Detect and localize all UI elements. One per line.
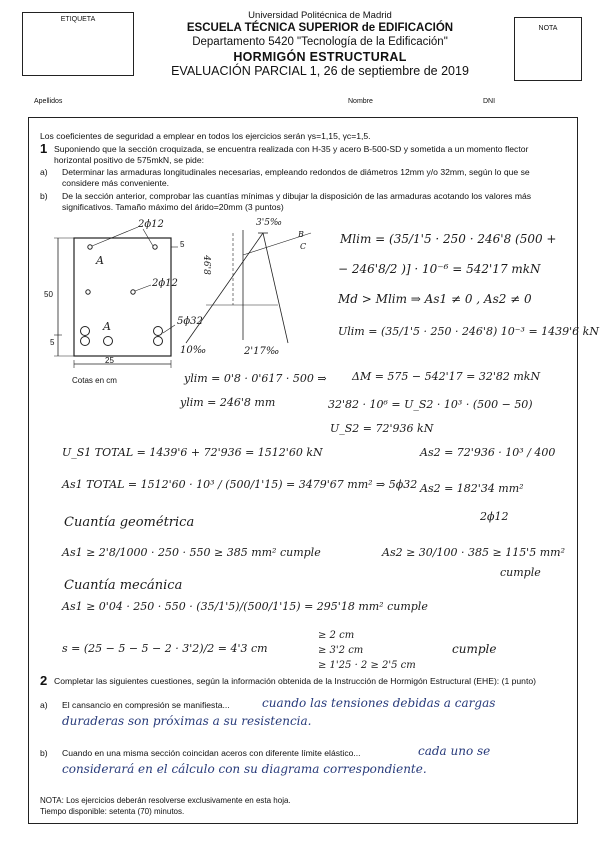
rebar-top-right — [153, 245, 157, 249]
q2-b-answer-2: considerará en el cálculo con su diagrama correspondiente. — [62, 762, 427, 776]
section-figure — [28, 215, 328, 385]
exam-title: EVALUACIÓN PARCIAL 1, 26 de septiembre de 2019 — [171, 64, 469, 78]
bar-top-label: 2ϕ12 — [138, 219, 164, 230]
university-name: Universidad Politécnica de Madrid — [248, 10, 392, 21]
cuantia-geometrica-title: Cuantía geométrica — [64, 515, 195, 530]
diagram-bottom-left: 10‰ — [180, 345, 207, 356]
rebar-bottom-2 — [81, 337, 90, 346]
q1-a-text: Determinar las armaduras longitudinales necesarias, empleando redondos de diámetros 12mm y/o 32mm, según lo que se considere más conveniente. — [62, 167, 530, 188]
spacing-cond-3: ≥ 1'25 · 2 ≥ 2'5 cm — [318, 660, 416, 671]
q2-a-label: a) — [40, 700, 48, 710]
calc-mlim-2: − 246'8/2 )] · 10⁻⁶ = 542'17 mkN — [338, 262, 541, 276]
diagram-b-label: B — [298, 230, 304, 239]
spacing-cond-2: ≥ 3'2 cm — [318, 645, 364, 656]
q2-b-text: Cuando en una misma sección coincidan aceros con diferente límite elástico... — [62, 748, 361, 758]
calc-us2-eq: 32'82 · 10⁶ = U_S2 · 10³ · (500 − 50) — [328, 398, 533, 411]
bar-bottom-label: 5ϕ32 — [177, 316, 203, 327]
rebar-bottom-1 — [81, 327, 90, 336]
etiqueta-label: ETIQUETA — [60, 16, 96, 23]
cuantia-mecanica-title: Cuantía mecánica — [64, 578, 183, 593]
nota-label: NOTA — [538, 25, 558, 32]
rebar-mid-left — [86, 290, 90, 294]
rebar-bottom-3 — [104, 337, 113, 346]
q1-statement: Suponiendo que la sección croquizada, se encuentra realizada con H-35 y acero B-500-SD y sometida a un momento flector horizontal positivo de 575mkN, se pide: — [54, 144, 529, 165]
rebar-top-left — [88, 245, 92, 249]
calc-as2-bars: 2ϕ12 — [480, 510, 509, 523]
subject-title: HORMIGÓN ESTRUCTURAL — [233, 50, 407, 64]
calc-ylim-2: ylim = 246'8 mm — [180, 396, 276, 409]
etiqueta-box — [22, 12, 134, 76]
calc-delta-m: ΔM = 575 − 542'17 = 32'82 mkN — [352, 370, 541, 383]
q1-b-text: De la sección anterior, comprobar las cuantías mínimas y dibujar la disposición de las armaduras acotando los valores más significativos. Tamaño máximo del árido=20mm (3 puntos) — [62, 191, 532, 212]
q2-number: 2 — [40, 673, 48, 688]
calc-spacing: s = (25 − 5 − 5 − 2 · 3'2)/2 = 4'3 cm — [62, 642, 268, 655]
diagram-c-label: C — [300, 242, 307, 251]
diagram-xlim-label: 46'8 — [200, 255, 211, 275]
q2-a-text: El cansancio en compresión se manifiesta... — [62, 700, 230, 710]
footer-time: Tiempo disponible: setenta (70) minutos. — [40, 807, 185, 816]
spacing-cond-1: ≥ 2 cm — [318, 630, 355, 641]
nombre-label: Nombre — [348, 98, 373, 105]
calc-geometric-as2: As2 ≥ 30/100 · 385 ≥ 115'5 mm² — [382, 546, 565, 559]
dim-50: 50 — [44, 290, 53, 299]
diagram-bottom-right: 2'17‰ — [244, 346, 280, 357]
calc-mechanic-as1: As1 ≥ 0'04 · 250 · 550 · (35/1'5)/(500/1'15) = 295'18 mm² cumple — [62, 600, 428, 613]
q2-a-answer-1: cuando las tensiones debidas a cargas — [262, 696, 496, 710]
q1-b-label: b) — [40, 191, 48, 201]
spacing-cumple: cumple — [452, 642, 497, 656]
cotas-label: Cotas en cm — [72, 376, 117, 385]
calc-ulim: Ulim = (35/1'5 · 250 · 246'8) 10⁻³ = 1439'6 kN — [338, 325, 599, 338]
bar-mid-label: 2ϕ12 — [152, 278, 178, 289]
calc-as2-value: As2 = 182'34 mm² — [420, 482, 524, 495]
dim-5-top: 5 — [180, 240, 185, 249]
q2-b-answer-1: cada uno se — [418, 744, 491, 758]
calc-geometric-cumple: cumple — [500, 566, 541, 579]
dim-25: 25 — [105, 356, 114, 365]
q1-number: 1 — [40, 141, 48, 156]
q2-a-answer-2: duraderas son próximas a su resistencia. — [62, 714, 312, 728]
school-name: ESCUELA TÉCNICA SUPERIOR de EDIFICACIÓN — [186, 22, 454, 34]
footer-note: NOTA: Los ejercicios deberán resolverse exclusivamente en esta hoja. — [40, 796, 291, 805]
calc-md-compare: Md > Mlim ⇒ As1 ≠ 0 , As2 ≠ 0 — [338, 292, 532, 306]
q1-a-label: a) — [40, 167, 48, 177]
department-name: Departamento 5420 "Tecnología de la Edificación" — [192, 36, 448, 48]
dni-label: DNI — [483, 98, 496, 105]
as1-label: A — [103, 320, 111, 333]
q2-b-label: b) — [40, 748, 48, 758]
q2-statement: Completar las siguientes cuestiones, según la información obtenida de la Instrucción de Hormigón Estructural (EHE): (1 punto) — [54, 676, 536, 686]
as2-label: A — [96, 254, 104, 267]
calc-as1-total: As1 TOTAL = 1512'60 · 10³ / (500/1'15) = 3479'67 mm² ⇒ 5ϕ32 — [62, 478, 418, 491]
rebar-bottom-4 — [154, 327, 163, 336]
nota-box — [514, 17, 582, 81]
apellidos-label: Apellidos — [34, 98, 63, 105]
rebar-mid-right — [131, 290, 135, 294]
calc-geometric-as1: As1 ≥ 2'8/1000 · 250 · 550 ≥ 385 mm² cumple — [62, 546, 321, 559]
calc-ylim-1: ylim = 0'8 · 0'617 · 500 ⇒ — [184, 372, 327, 385]
dim-5-bottom: 5 — [50, 338, 55, 347]
diagram-top-label: 3'5‰ — [256, 218, 283, 228]
safety-factors-text: Los coeficientes de seguridad a emplear en todos los ejercicios serán γs=1,15, γc=1,5. — [40, 131, 371, 141]
calc-as2: As2 = 72'936 · 10³ / 400 — [420, 446, 556, 459]
calc-mlim-1: Mlim = (35/1'5 · 250 · 246'8 (500 + — [340, 232, 557, 246]
calc-us1-total: U_S1 TOTAL = 1439'6 + 72'936 = 1512'60 kN — [62, 446, 323, 459]
rebar-bottom-5 — [154, 337, 163, 346]
calc-us2: U_S2 = 72'936 kN — [330, 422, 434, 435]
